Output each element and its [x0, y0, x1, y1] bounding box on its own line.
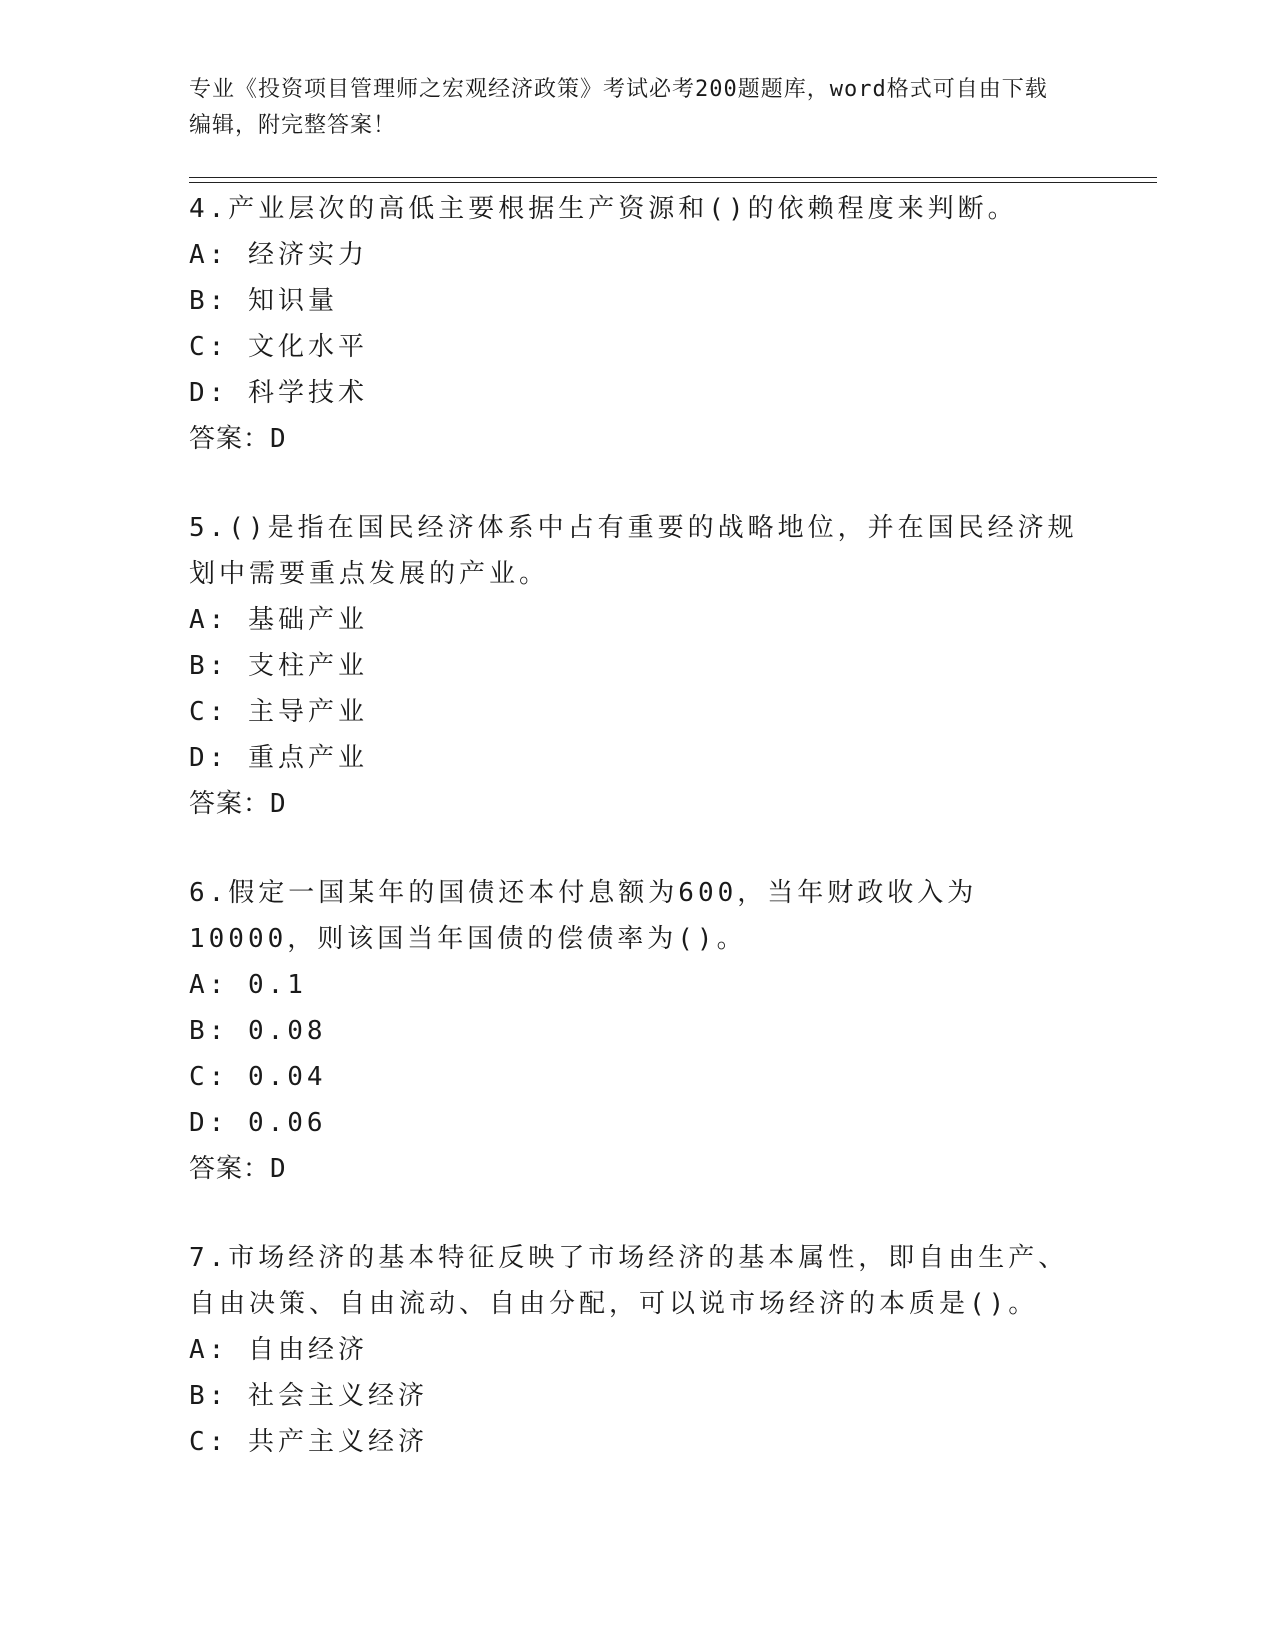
option-b: B: 知识量: [189, 286, 338, 316]
answer: 答案：D: [189, 424, 287, 454]
question-stem: 6.假定一国某年的国债还本付息额为600，当年财政收入为10000，则该国当年国债的偿债率为()。: [189, 878, 978, 954]
option-d: D: 0.06: [189, 1108, 327, 1138]
question-7: [189, 1235, 1089, 1465]
header-rule-bottom: [189, 182, 1157, 183]
document-header: 专业《投资项目管理师之宏观经济政策》考试必考200题题库，word格式可自由下载编辑，附完整答案！: [189, 77, 1048, 138]
question-list: [189, 186, 1089, 1508]
question-6: [189, 870, 1089, 1192]
option-d: D: 重点产业: [189, 743, 368, 773]
option-c: C: 0.04: [189, 1062, 327, 1092]
option-a: A: 0.1: [189, 970, 307, 1000]
question-4: [189, 186, 1089, 462]
question-stem: 7.市场经济的基本特征反映了市场经济的基本属性，即自由生产、自由决策、自由流动、自由分配，可以说市场经济的本质是()。: [189, 1243, 1069, 1319]
option-c: C: 主导产业: [189, 697, 368, 727]
answer: 答案：D: [189, 789, 287, 819]
option-a: A: 自由经济: [189, 1335, 368, 1365]
option-d: D: 科学技术: [189, 378, 368, 408]
option-a: A: 基础产业: [189, 605, 368, 635]
option-b: B: 社会主义经济: [189, 1381, 428, 1411]
option-a: A: 经济实力: [189, 240, 368, 270]
option-c: C: 共产主义经济: [189, 1427, 428, 1457]
option-b: B: 支柱产业: [189, 651, 368, 681]
answer: 答案：D: [189, 1154, 287, 1184]
question-stem: 5.()是指在国民经济体系中占有重要的战略地位，并在国民经济规划中需要重点发展的产业。: [189, 513, 1078, 589]
header-rule-top: [189, 177, 1157, 178]
option-b: B: 0.08: [189, 1016, 327, 1046]
option-c: C: 文化水平: [189, 332, 368, 362]
question-stem: 4.产业层次的高低主要根据生产资源和()的依赖程度来判断。: [189, 194, 1018, 224]
question-5: [189, 505, 1089, 827]
